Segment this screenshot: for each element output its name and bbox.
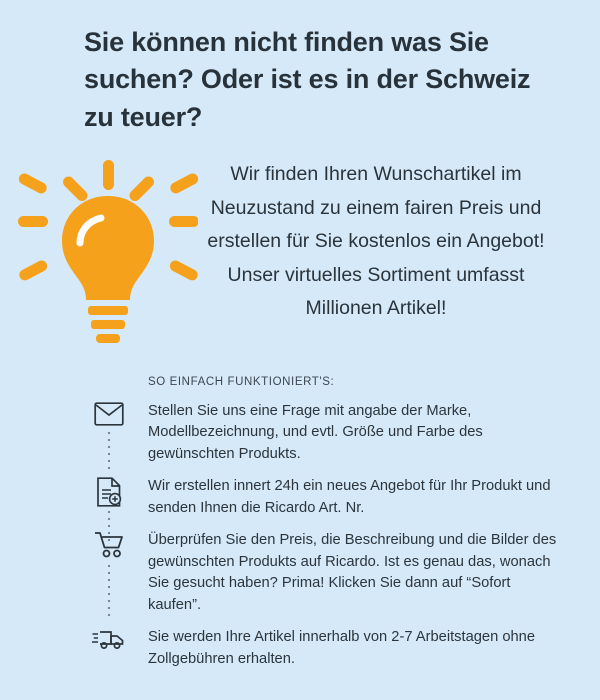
- list-item-label: Wir erstellen innert 24h ein neues Angebot für Ihr Produkt und senden Ihnen die Ricardo Art. Nr.: [148, 478, 551, 516]
- dotted-connector: [108, 565, 110, 621]
- list-item-label: Sie werden Ihre Artikel innerhalb von 2-7 Arbeitstagen ohne Zollgebühren erhalten.: [148, 629, 536, 667]
- delivery-truck-icon: [84, 626, 134, 668]
- steps-section: [84, 376, 564, 680]
- page-title: Sie können nicht finden was Sie suchen? Oder ist es in der Schweiz zu teuer?: [84, 27, 531, 132]
- dotted-connector: [108, 432, 110, 474]
- list-item: [84, 626, 564, 670]
- list-item: [84, 475, 564, 519]
- lightbulb-icon: [18, 160, 198, 345]
- steps-title: SO EINFACH FUNKTIONIERT'S:: [148, 376, 335, 388]
- intro-paragraph: Wir finden Ihren Wunschartikel im Neuzustand zu einem fairen Preis und erstellen für Sie kostenlos ein Angebot! Unser virtuelles Sortiment umfasst Millionen Artikel!: [207, 163, 545, 320]
- list-item-label: Überprüfen Sie den Preis, die Beschreibung und die Bilder des gewünschten Produkts auf Ricardo. Ist es genau das, wonach Sie gesucht haben? Prima! Klicken Sie dann auf “Sofort kaufen”.: [148, 532, 557, 613]
- list-item: [84, 400, 564, 465]
- list-item-label: Stellen Sie uns eine Frage mit angabe der Marke, Modellbezeichnung, und evtl. Größe und Farbe des gewünschten Produkts.: [148, 403, 483, 462]
- list-item: [84, 529, 564, 616]
